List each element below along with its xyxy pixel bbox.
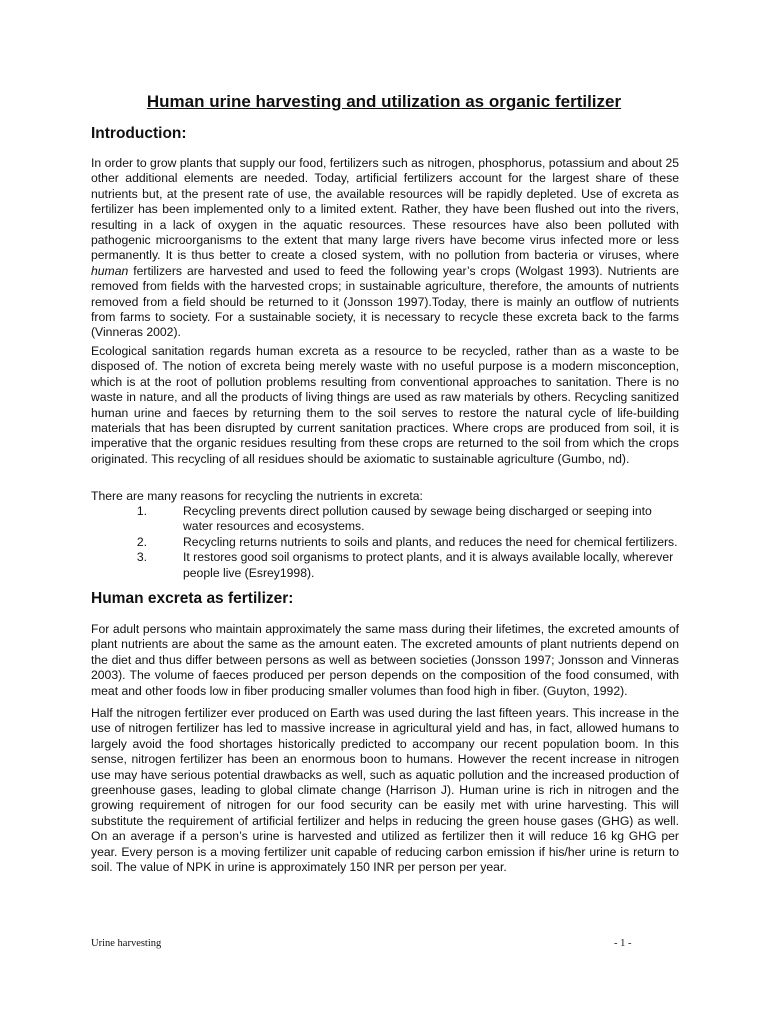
reasons-list (91, 504, 679, 581)
paragraph-text: fertilizers are harvested and used to feed the following year’s crops (Wolgast 1993). Nutrients are removed from fields with the harvested crops; in sustainable agriculture, therefore, the amounts of nutrients removed from a field should be returned to it (Jonsson 1997).Today, there is mainly an outflow of nutrients from farms to society. For a sustainable society, it is necessary to recycle these excreta back to the farms (Vinneras 2002). (91, 263, 679, 340)
reasons-intro: There are many reasons for recycling the nutrients in excreta: (91, 489, 423, 503)
list-item-text: Recycling returns nutrients to soils and plants, and reduces the need for chemical fertilizers. (183, 534, 678, 549)
list-item (91, 550, 679, 581)
document-title: Human urine harvesting and utilization as organic fertilizer (146, 92, 622, 111)
introduction-paragraph-2: Ecological sanitation regards human excreta as a resource to be recycled, rather than as a waste to be disposed of. The notion of excreta being merely waste with no useful purpose is a modern misconception, which is at the root of pollution problems resulting from conventional approaches to sanitation. There is no waste in nature, and all the products of living things are used as raw materials by others. Recycling sanitized human urine and faeces by returning them to the soil serves to restore the natural cycle of life-building materials that has been disrupted by current sanitation practices. Where crops are produced from soil, it is imperative that the organic residues resulting from these crops are returned to the soil from which the crops originated. This recycling of all residues should be axiomatic to sustainable agriculture (Gumbo, nd). (91, 344, 679, 466)
paragraph-text: In order to grow plants that supply our food, fertilizers such as nitrogen, phosphorus, potassium and about 25 other additional elements are needed. Today, artificial fertilizers account for the largest share of these nutrients but, at the present rate of use, the available resources will be rapidly depleted. Use of excreta as fertilizer has been implemented only to a limited extent. Rather, they have been flushed out into the rivers, resulting in a lack of oxygen in the aquatic resources. These resources have also been polluted with pathogenic microorganisms to the extent that many large rivers have become virus infected more or less permanently. It is thus better to create a closed system, with no pollution from bacteria or viruses, where (91, 156, 679, 263)
introduction-paragraph-1 (91, 156, 679, 341)
list-item-text: It restores good soil organisms to protect plants, and it is always available locally, wherever people live (Esrey1998). (183, 550, 674, 580)
list-item-number: 3. (136, 550, 147, 565)
list-item-text: Recycling prevents direct pollution caused by sewage being discharged or seeping into water resources and ecosystems. (183, 504, 652, 534)
list-item-number: 1. (136, 504, 147, 518)
footer-left: Urine harvesting (91, 938, 162, 949)
list-item-number: 2. (136, 534, 147, 549)
excreta-paragraph-1: For adult persons who maintain approximately the same mass during their lifetimes, the excreted amounts of plant nutrients are about the same as the amount eaten. The excreted amounts of plant nutrients depend on the diet and thus differ between persons as well as between societies (Jonsson 1997; Jonsson and Vinneras 2003). The volume of faeces produced per person depends on the composition of the food consumed, with meat and other foods low in fiber producing smaller volumes than food high in fiber. (Guyton, 1992). (91, 622, 679, 698)
excreta-heading: Human excreta as fertilizer: (91, 590, 294, 607)
emphasis-human: human (91, 263, 129, 278)
introduction-heading: Introduction: (91, 125, 187, 142)
list-item (91, 504, 679, 535)
page-number: - 1 - (614, 938, 632, 949)
excreta-paragraph-2: Half the nitrogen fertilizer ever produced on Earth was used during the last fifteen years. This increase in the use of nitrogen fertilizer has led to massive increase in agricultural yield and has, in fact, allowed humans to largely avoid the food shortages historically predicted to accompany our recent population boom. In this sense, nitrogen fertilizer has been an enormous boon to humans. However the recent increase in nitrogen use may have serious potential drawbacks as well, such as aquatic pollution and the increased production of greenhouse gases, leading to global climate change (Harrison J). Human urine is rich in nitrogen and the growing requirement of nitrogen for our food security can be easily met with urine harvesting. This will substitute the requirement of artificial fertilizer and helps in reducing the green house gases (GHG) as well. On an average if a person’s urine is harvested and utilized as fertilizer then it will reduce 16 kg GHG per year. Every person is a moving fertilizer unit capable of reducing carbon emission if his/her urine is return to soil. The value of NPK in urine is approximately 150 INR per person per year. (91, 706, 679, 875)
list-item (91, 535, 679, 550)
